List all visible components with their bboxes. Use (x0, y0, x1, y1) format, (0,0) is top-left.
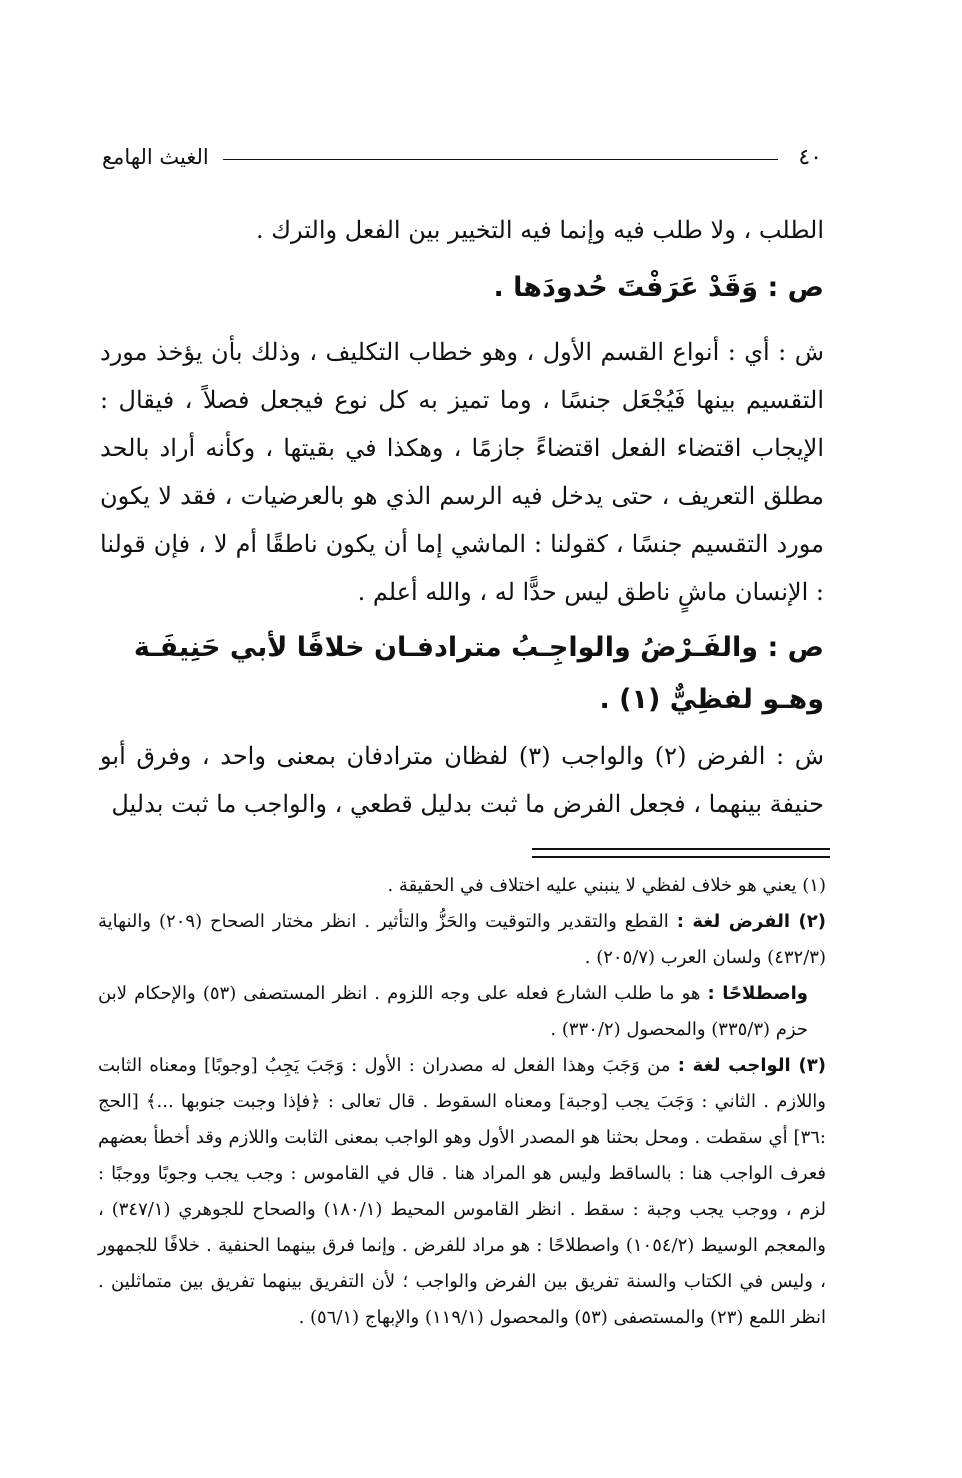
footnote-2-lead: (٢) الفرض لغة : (676, 911, 826, 932)
footnote-separator (532, 848, 830, 858)
footnote-3-text: من وَجَبَ وهذا الفعل له مصدران : الأول : وَجَبَ يَجِبُ [وجوبًا] ومعناه الثابت واللازم . الثاني : وَجَبَ يجب [وجبة] ومعناه السقوط . قال تعالى : ﴿فإذا وجبت جنوبها ...﴾ [الحج :٣٦] أي سقطت . ومحل بحثنا هو المصدر الأول وهو الواجب بمعنى الثابت واللازم وقد أخطأ بعضهم فعرف الواجب هنا : بالساقط وليس هو المراد هنا . قال في القاموس : وجب يجب وجوبًا ووجبًا : لزم ، ووجب يجب وجبة : سقط . انظر القاموس المحيط (١٨٠/١) والصحاح للجوهري (٣٤٧/١) ، والمعجم الوسيط (١٠٥٤/٢) واصطلاحًا : هو مراد للفرض . وإنما فرق بينهما الحنفية . خلافًا للجمهور ، وليس في الكتاب والسنة تفريق بين الفرض والواجب ؛ لأن التفريق بينهما تفريق بين متماثلين . انظر اللمع (٢٣) والمستصفى (٥٣) والمحصول (١١٩/١) والإبهاج (٥٦/١) . (98, 1055, 827, 1328)
footnote-1: (١) يعني هو خلاف لفظي لا ينبني عليه اختلاف في الحقيقة . (387, 875, 826, 896)
main-text (100, 206, 824, 828)
footnotes (98, 868, 826, 1336)
paragraph-1: الطلب ، ولا طلب فيه وإنما فيه التخيير بين الفعل والترك . (256, 216, 824, 244)
page-header (102, 142, 822, 172)
page-number: ٤٠ (798, 144, 822, 170)
header-rule (223, 159, 779, 160)
running-title: الغيث الهامع (102, 145, 209, 169)
footnote-2b (98, 976, 826, 1048)
matn-heading-2: ص : والفَـرْضُ والواجِـبُ مترادفـان خلافًا لأبي حَنِيفَـة وهـو لفظِيٌّ (١) . (133, 632, 824, 715)
footnote-3 (98, 1048, 826, 1336)
paragraph-3: ش : الفرض (٢) والواجب (٣) لفظان مترادفان بمعنى واحد ، وفرق أبو حنيفة بينهما ، فجعل الفرض ما ثبت بدليل قطعي ، والواجب ما ثبت بدليل (100, 742, 825, 818)
footnote-2b-text: هو ما طلب الشارع فعله على وجه اللزوم . انظر المستصفى (٥٣) والإحكام لابن حزم (٣٣٥/٣) والمحصول (٣٣٠/٢) . (98, 983, 808, 1040)
footnote-3-lead: (٣) الواجب لغة : (677, 1055, 826, 1076)
footnote-2b-lead: واصطلاحًا : (707, 983, 808, 1004)
matn-heading-1: ص : وَقَدْ عَرَفْتَ حُدودَها . (493, 272, 824, 303)
footnote-2 (98, 904, 826, 976)
footnote-2-text: القطع والتقدير والتوقيت والحَزُّ والتأثير . انظر مختار الصحاح (٢٠٩) والنهاية (٤٣٢/٣) ولسان العرب (٢٠٥/٧) . (98, 911, 826, 968)
paragraph-2: ش : أي : أنواع القسم الأول ، وهو خطاب التكليف ، وذلك بأن يؤخذ مورد التقسيم بينها فَيُجْعَل جنسًا ، وما تميز به كل نوع فيجعل فصلاً ، فيقال : الإيجاب اقتضاء الفعل اقتضاءً جازمًا ، وهكذا في بقيتها ، وكأنه أراد بالحد مطلق التعريف ، حتى يدخل فيه الرسم الذي هو بالعرضيات ، فقد لا يكون مورد التقسيم جنسًا ، كقولنا : الماشي إما أن يكون ناطقًا أم لا ، فإن قولنا : الإنسان ماشٍ ناطق ليس حدًّا له ، والله أعلم . (100, 338, 825, 606)
